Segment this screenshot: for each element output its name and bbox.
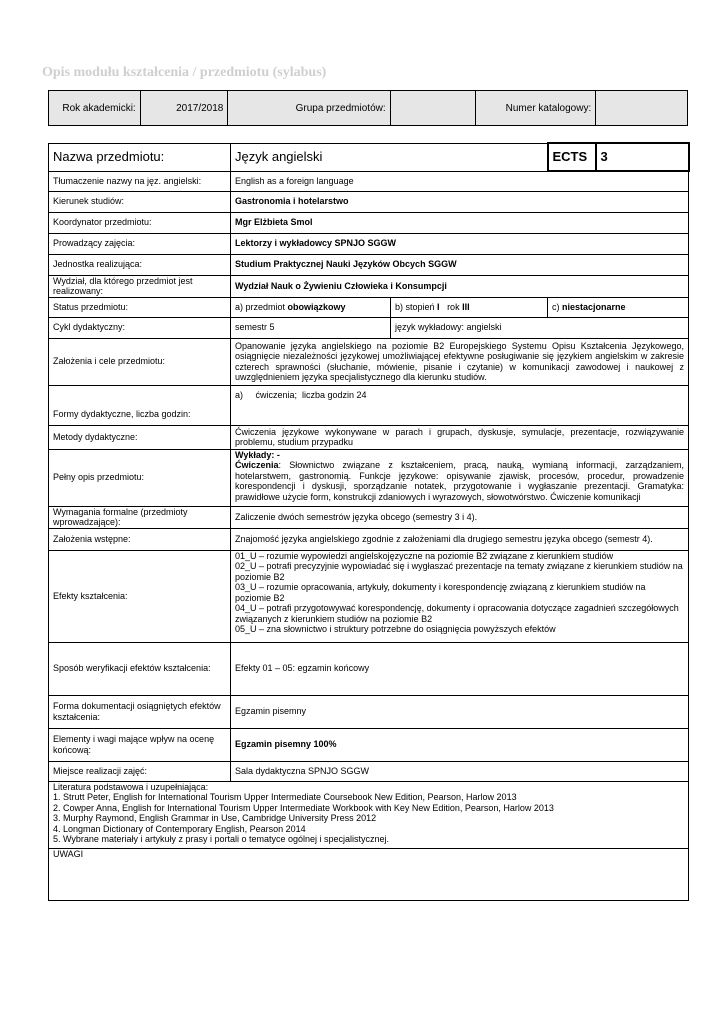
unit-label: Jednostka realizująca: — [49, 254, 231, 275]
documentation-label: Forma dokumentacji osiągniętych efektów kształcenia: — [49, 695, 231, 728]
full-description-value: Wykłady: - Ćwiczenia: Słownictwo związane z kształceniem, pracą, nauką, wymianą informacji, zarządzaniem, hotelarstwem, gastronomią. Funkcje językowe: opisywanie zjawisk, procesów, procedur, prowadzenie korespondencji i dyskusji, sporządzanie notatek, przygotowanie i wygłaszanie prezentacji. Gramatyka: prawidłowe użycie form, konstrukcji zdaniowych i wyrazowych, słowotwórstwo. Ćwiczenie komunikacji — [231, 449, 689, 506]
location-label: Miejsce realizacji zajęć: — [49, 761, 231, 781]
forms-value: a) ćwiczenia; liczba godzin 24 — [231, 385, 689, 425]
status-mode: c) niestacjonarne — [548, 297, 689, 317]
translation-value: English as a foreign language — [231, 171, 689, 191]
requirements-value: Zaliczenie dwóch semestrów języka obcego (semestry 3 i 4). — [231, 506, 689, 528]
effect-item: 04_U – potrafi przygotowywać korespondencję, dokumenty i opracowania dotyczące zagadnień szczegółowych związanych z kierunkiem studiów na poziomie B2 — [235, 603, 679, 624]
effect-item: 02_U – potrafi precyzyjnie wypowiadać się i wygłaszać prezentacje na tematy związane z kierunkiem studiów na poziomie B2 — [235, 561, 683, 582]
effect-item: 03_U – rozumie opracowania, artykuły, dokumenty i korespondencję związaną z kierunkiem studiów na poziomie B2 — [235, 582, 646, 603]
academic-year-value: 2017/2018 — [140, 91, 228, 126]
status-label: Status przedmiotu: — [49, 297, 231, 317]
goals-label: Założenia i cele przedmiotu: — [49, 338, 231, 385]
methods-label: Metody dydaktyczne: — [49, 425, 231, 449]
verification-label: Sposób weryfikacji efektów kształcenia: — [49, 642, 231, 695]
weights-label: Elementy i wagi mające wpływ na ocenę końcową: — [49, 728, 231, 761]
methods-value: Ćwiczenia językowe wykonywane w parach i grupach, dyskusje, symulacje, prezentacje, rozwiązywanie problemu, studium przypadku — [231, 425, 689, 449]
coordinator-label: Koordynator przedmiotu: — [49, 212, 231, 233]
requirements-label: Wymagania formalne (przedmioty wprowadzające): — [49, 506, 231, 528]
weights-value: Egzamin pisemny 100% — [231, 728, 689, 761]
goals-value: Opanowanie języka angielskiego na poziomie B2 Europejskiego Systemu Opisu Kształcenia Językowego, osiągnięcie niezależności językowej umożliwiającej efektywne posługiwanie się językiem angielskim w zakresie czterech sprawności (słuchanie, mówienie, pisanie i czytanie) w komunikacji zawodowej i naukowej z uwzględnieniem języka specjalistycznego dla kierunku studiów. — [231, 338, 689, 385]
lecture-language: język wykładowy: angielski — [391, 317, 689, 338]
prerequisites-value: Znajomość języka angielskiego zgodnie z założeniami dla drugiego semestru języka obcego (semestr 4). — [231, 528, 689, 550]
faculty-label: Wydział, dla którego przedmiot jest realizowany: — [49, 275, 231, 297]
catalog-label: Numer katalogowy: — [476, 91, 596, 126]
status-type: a) przedmiot obowiązkowy — [231, 297, 391, 317]
effect-item: 01_U – rozumie wypowiedzi angielskojęzyczne na poziomie B2 związane z kierunkiem studiów — [235, 550, 614, 561]
literature-title: Literatura podstawowa i uzupełniająca: — [53, 781, 209, 792]
location-value: Sala dydaktyczna SPNJO SGGW — [231, 761, 689, 781]
translation-label: Tłumaczenie nazwy na jęz. angielski: — [49, 171, 231, 191]
field-label: Kierunek studiów: — [49, 191, 231, 212]
unit-value: Studium Praktycznej Nauki Języków Obcych SGGW — [231, 254, 689, 275]
header-table — [48, 90, 688, 126]
catalog-value — [596, 91, 688, 126]
ects-value: 3 — [596, 143, 689, 171]
forms-label: Formy dydaktyczne, liczba godzin: — [49, 385, 231, 425]
status-degree: b) stopień I rok III — [391, 297, 548, 317]
coordinator-value: Mgr Elżbieta Smol — [231, 212, 689, 233]
cycle-label: Cykl dydaktyczny: — [49, 317, 231, 338]
literature-item: 1. Strutt Peter, English for International Tourism Upper Intermediate Coursebook New Edition, Pearson, Harlow 2013 — [53, 792, 517, 802]
prerequisites-label: Założenia wstępne: — [49, 528, 231, 550]
verification-value: Efekty 01 – 05: egzamin końcowy — [231, 642, 689, 695]
literature-item: 4. Longman Dictionary of Contemporary English, Pearson 2014 — [53, 823, 306, 834]
cycle-value: semestr 5 — [231, 317, 391, 338]
teachers-value: Lektorzy i wykładowcy SPNJO SGGW — [231, 233, 689, 254]
literature-item: 3. Murphy Raymond, English Grammar in Use, Cambridge University Press 2012 — [53, 813, 377, 823]
group-value — [390, 91, 476, 126]
effect-item: 05_U – zna słownictwo i struktury potrzebne do osiągnięcia powyższych efektów — [235, 624, 556, 634]
syllabus-table — [48, 142, 690, 901]
literature-item: 5. Wybrane materiały i artykuły z prasy i portali o tematyce ogólnej i specjalistycznej. — [53, 834, 390, 844]
group-label: Grupa przedmiotów: — [228, 91, 390, 126]
effects-label: Efekty kształcenia: — [49, 550, 231, 642]
faculty-value: Wydział Nauk o Żywieniu Człowieka i Konsumpcji — [231, 275, 689, 297]
subject-name-value: Język angielski — [231, 143, 548, 171]
page-title: Opis modułu kształcenia / przedmiotu (sylabus) — [42, 65, 327, 80]
literature-section — [49, 781, 689, 848]
academic-year-label: Rok akademicki: — [49, 91, 141, 126]
subject-name-label: Nazwa przedmiotu: — [49, 143, 231, 171]
documentation-value: Egzamin pisemny — [231, 695, 689, 728]
literature-item: 2. Cowper Anna, English for International Tourism Upper Intermediate Workbook with Key New Edition, Pearson, Harlow 2013 — [53, 802, 554, 813]
ects-label: ECTS — [548, 143, 596, 171]
teachers-label: Prowadzący zajęcia: — [49, 233, 231, 254]
notes-section: UWAGI — [49, 848, 689, 900]
field-value: Gastronomia i hotelarstwo — [231, 191, 689, 212]
effects-list — [231, 550, 689, 642]
full-description-label: Pełny opis przedmiotu: — [49, 449, 231, 506]
